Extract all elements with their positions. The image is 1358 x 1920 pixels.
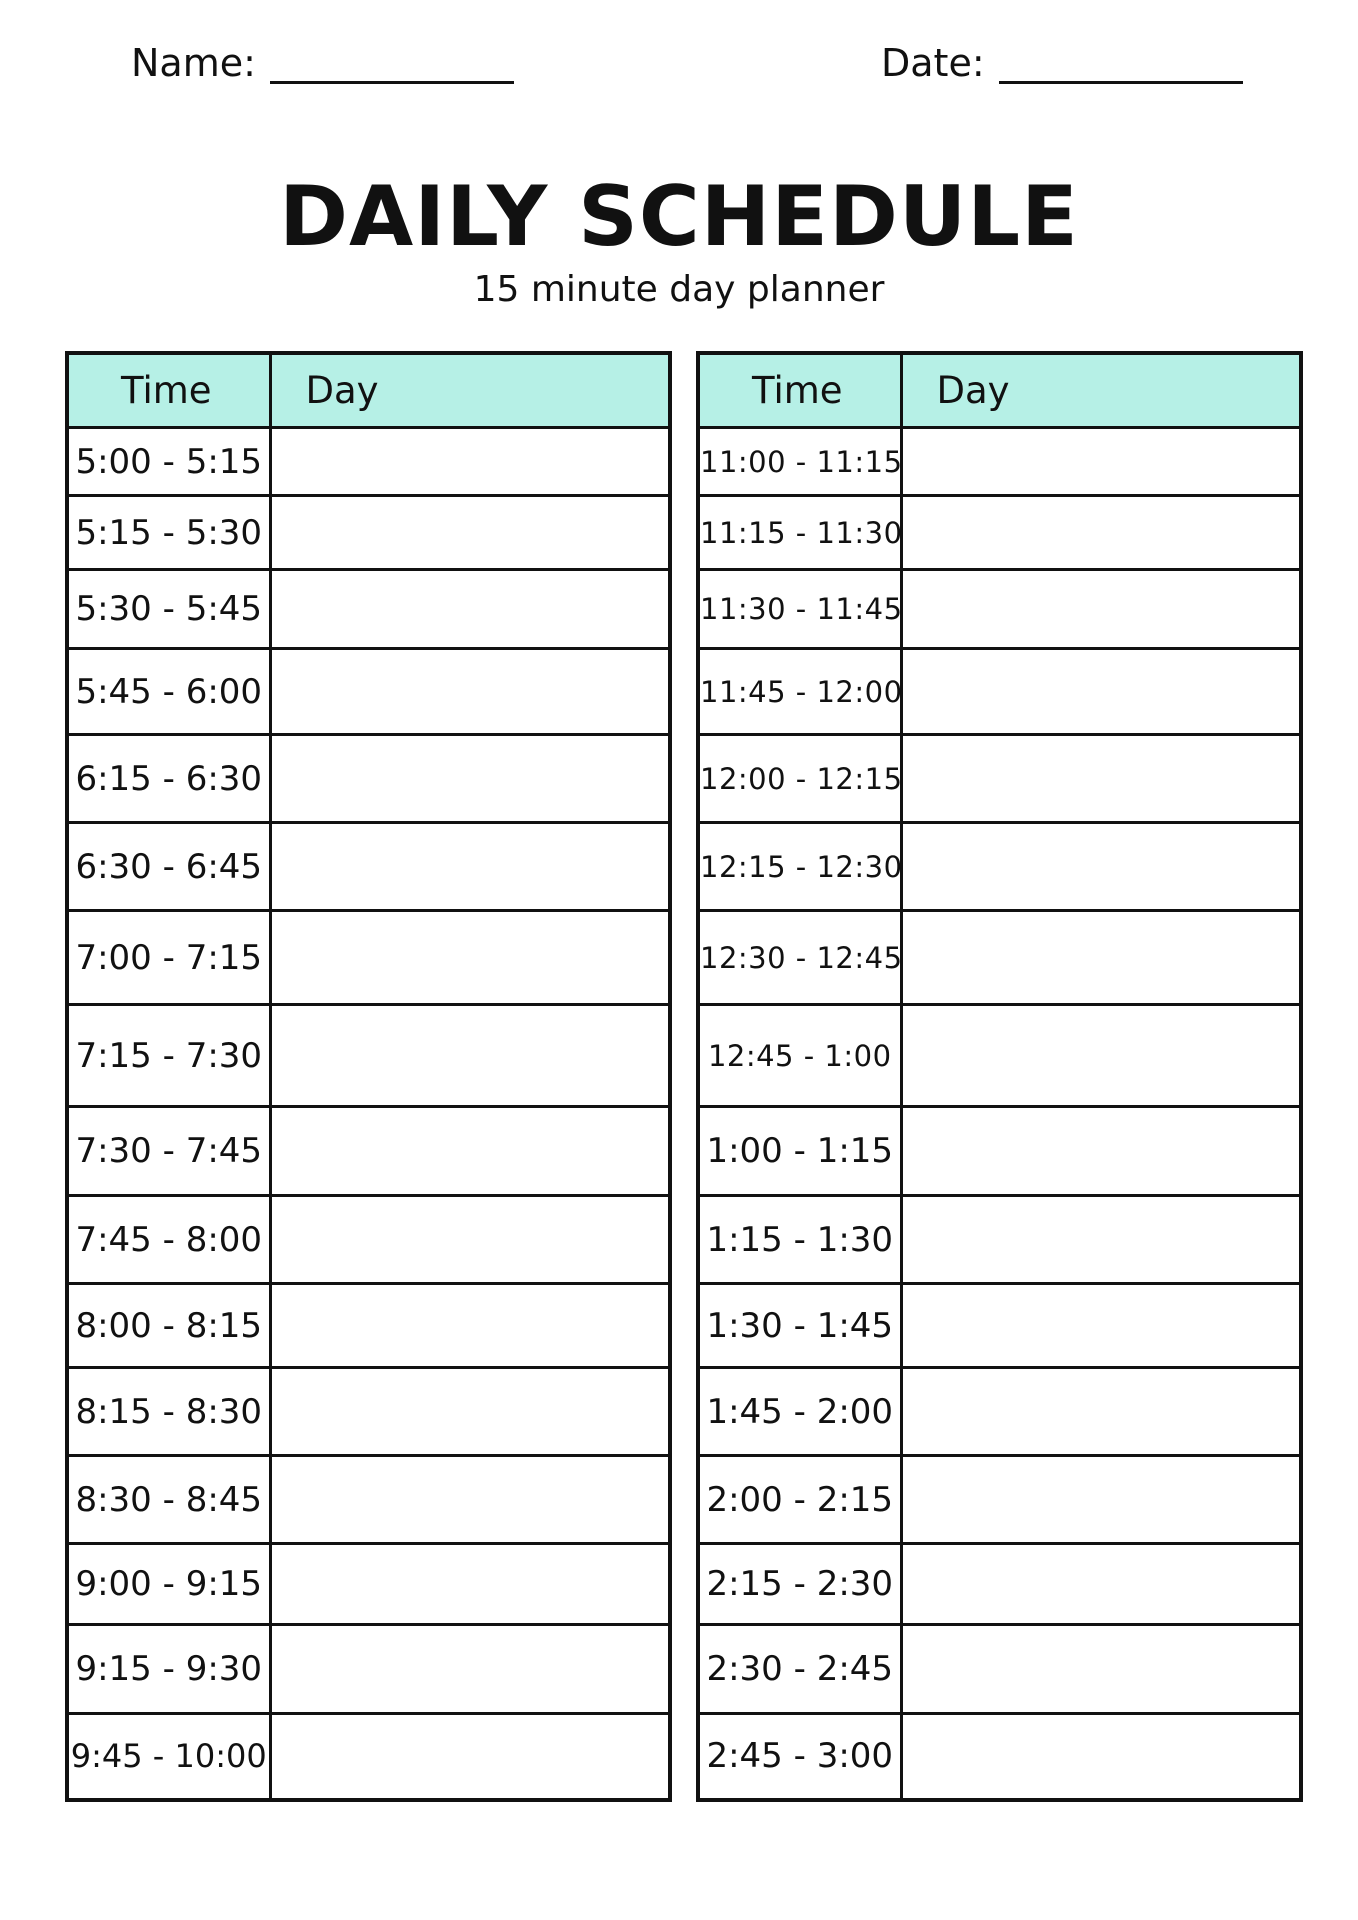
time-slot: 11:15 - 11:30 [698, 496, 901, 570]
time-slot: 1:00 - 1:15 [698, 1107, 901, 1196]
day-column-header: Day [270, 353, 670, 428]
day-entry-cell[interactable] [901, 1284, 1301, 1368]
date-label: Date: [881, 41, 985, 85]
time-column-header: Time [698, 353, 901, 428]
day-entry-cell[interactable] [270, 428, 670, 496]
time-slot: 7:00 - 7:15 [67, 911, 270, 1005]
day-entry-cell[interactable] [270, 570, 670, 649]
name-field [131, 41, 514, 86]
table-row [67, 1714, 670, 1800]
table-row [698, 570, 1301, 649]
table-row [67, 1284, 670, 1368]
time-slot: 11:45 - 12:00 [698, 649, 901, 735]
schedule-table-right [696, 351, 1303, 1802]
time-slot: 1:45 - 2:00 [698, 1368, 901, 1456]
time-slot: 5:30 - 5:45 [67, 570, 270, 649]
table-row [67, 496, 670, 570]
time-slot: 5:00 - 5:15 [67, 428, 270, 496]
day-entry-cell[interactable] [270, 1714, 670, 1800]
time-slot: 9:15 - 9:30 [67, 1625, 270, 1714]
time-slot: 6:15 - 6:30 [67, 735, 270, 823]
table-row [67, 911, 670, 1005]
time-slot: 8:00 - 8:15 [67, 1284, 270, 1368]
table-row [698, 1714, 1301, 1800]
time-slot: 12:30 - 12:45 [698, 911, 901, 1005]
time-slot: 9:45 - 10:00 [67, 1714, 270, 1800]
day-entry-cell[interactable] [270, 1196, 670, 1284]
time-slot: 5:15 - 5:30 [67, 496, 270, 570]
day-entry-cell[interactable] [901, 649, 1301, 735]
day-entry-cell[interactable] [270, 1544, 670, 1625]
table-row [67, 649, 670, 735]
table-row [698, 1544, 1301, 1625]
header-row [698, 353, 1301, 428]
day-entry-cell[interactable] [270, 1368, 670, 1456]
day-entry-cell[interactable] [270, 1625, 670, 1714]
page-title: DAILY SCHEDULE [279, 168, 1079, 265]
time-slot: 7:15 - 7:30 [67, 1005, 270, 1107]
day-entry-cell[interactable] [901, 823, 1301, 911]
name-write-line[interactable] [270, 81, 514, 84]
day-entry-cell[interactable] [901, 1544, 1301, 1625]
time-slot: 7:45 - 8:00 [67, 1196, 270, 1284]
day-column-header: Day [901, 353, 1301, 428]
day-entry-cell[interactable] [270, 823, 670, 911]
day-entry-cell[interactable] [901, 428, 1301, 496]
day-entry-cell[interactable] [270, 735, 670, 823]
time-slot: 12:15 - 12:30 [698, 823, 901, 911]
table-row [67, 1544, 670, 1625]
time-slot: 11:30 - 11:45 [698, 570, 901, 649]
table-row [698, 1284, 1301, 1368]
day-entry-cell[interactable] [270, 1284, 670, 1368]
time-slot: 2:00 - 2:15 [698, 1456, 901, 1544]
table-row [67, 1107, 670, 1196]
table-row [698, 735, 1301, 823]
table-row [698, 1456, 1301, 1544]
table-row [698, 428, 1301, 496]
table-row [698, 823, 1301, 911]
table-row [67, 1625, 670, 1714]
time-slot: 8:15 - 8:30 [67, 1368, 270, 1456]
day-entry-cell[interactable] [270, 911, 670, 1005]
time-slot: 2:30 - 2:45 [698, 1625, 901, 1714]
table-row [67, 428, 670, 496]
day-entry-cell[interactable] [270, 496, 670, 570]
time-slot: 12:00 - 12:15 [698, 735, 901, 823]
day-entry-cell[interactable] [270, 1005, 670, 1107]
day-entry-cell[interactable] [901, 911, 1301, 1005]
table-row [67, 735, 670, 823]
table-row [698, 1005, 1301, 1107]
name-label: Name: [131, 41, 256, 85]
day-entry-cell[interactable] [901, 1368, 1301, 1456]
table-row [67, 1368, 670, 1456]
day-entry-cell[interactable] [901, 570, 1301, 649]
time-slot: 1:15 - 1:30 [698, 1196, 901, 1284]
time-slot: 9:00 - 9:15 [67, 1544, 270, 1625]
day-entry-cell[interactable] [270, 1456, 670, 1544]
day-entry-cell[interactable] [901, 735, 1301, 823]
table-row [698, 1107, 1301, 1196]
day-entry-cell[interactable] [901, 496, 1301, 570]
time-column-header: Time [67, 353, 270, 428]
time-slot: 1:30 - 1:45 [698, 1284, 901, 1368]
day-entry-cell[interactable] [901, 1005, 1301, 1107]
day-entry-cell[interactable] [901, 1714, 1301, 1800]
day-entry-cell[interactable] [901, 1625, 1301, 1714]
table-row [698, 1625, 1301, 1714]
table-row [67, 570, 670, 649]
table-row [698, 496, 1301, 570]
day-entry-cell[interactable] [901, 1456, 1301, 1544]
day-entry-cell[interactable] [901, 1196, 1301, 1284]
table-row [67, 1456, 670, 1544]
time-slot: 5:45 - 6:00 [67, 649, 270, 735]
time-slot: 11:00 - 11:15 [698, 428, 901, 496]
day-entry-cell[interactable] [270, 649, 670, 735]
time-slot: 6:30 - 6:45 [67, 823, 270, 911]
time-slot: 2:15 - 2:30 [698, 1544, 901, 1625]
table-row [698, 1368, 1301, 1456]
time-slot: 7:30 - 7:45 [67, 1107, 270, 1196]
header-row [67, 353, 670, 428]
time-slot: 2:45 - 3:00 [698, 1714, 901, 1800]
table-row [67, 1196, 670, 1284]
table-row [67, 823, 670, 911]
table-row [698, 911, 1301, 1005]
table-row [67, 1005, 670, 1107]
date-field [881, 41, 1243, 86]
page-subtitle: 15 minute day planner [473, 269, 885, 310]
table-row [698, 649, 1301, 735]
date-write-line[interactable] [999, 81, 1243, 84]
day-entry-cell[interactable] [270, 1107, 670, 1196]
time-slot: 12:45 - 1:00 [698, 1005, 901, 1107]
day-entry-cell[interactable] [901, 1107, 1301, 1196]
time-slot: 8:30 - 8:45 [67, 1456, 270, 1544]
table-row [698, 1196, 1301, 1284]
schedule-table-left [65, 351, 672, 1802]
